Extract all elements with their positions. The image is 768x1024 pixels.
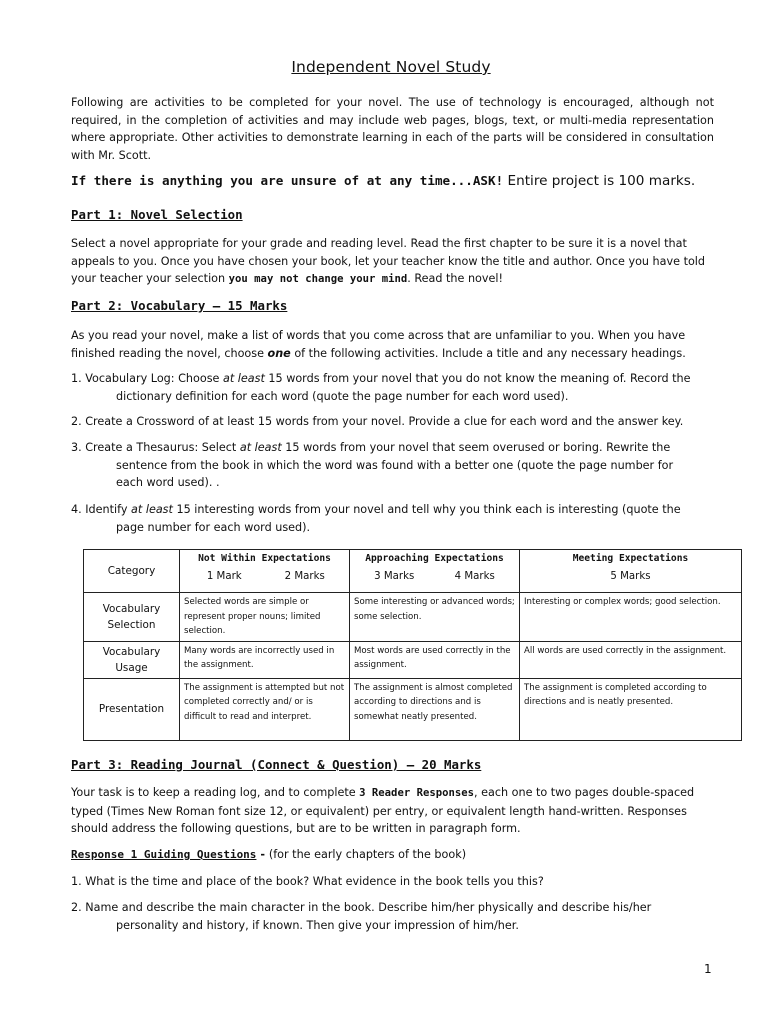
part2-intro-after: of the following activities. Include a title and any necessary headings. (290, 346, 686, 360)
column-header (180, 550, 350, 593)
notice-rest: Entire project is 100 marks. (507, 173, 696, 189)
table-row (84, 593, 742, 642)
part3-intro-after: , each one to two pages double-spaced typed (Times New Roman font size 12, or equivalent) per entry, or equivalent length hand-written. Responses should address the following questions, but are to be written in paragraph form. (71, 786, 695, 836)
table-cell: The assignment is completed according to directions and is neatly presented. (520, 678, 742, 740)
table-cell: Most words are used correctly in the assignment. (350, 641, 520, 678)
marks-label: 2 Marks (284, 570, 325, 582)
table-cell: The assignment is attempted but not completed correctly and/ or is difficult to read and interpret. (180, 678, 350, 740)
table-cell: Many words are incorrectly used in the assignment. (180, 641, 350, 678)
response-heading: Response 1 Guiding Questions (71, 848, 257, 861)
response-dash: - (256, 848, 269, 861)
part1-heading: Part 1: Novel Selection (71, 207, 243, 222)
marks-label: 5 Marks (610, 570, 651, 582)
list-item (71, 439, 716, 492)
row-category: Vocabulary Selection (84, 593, 180, 642)
table-cell: Some interesting or advanced words; some selection. (350, 593, 520, 642)
column-name: Not Within Expectations (198, 553, 331, 564)
column-name: Meeting Expectations (572, 553, 689, 564)
page-number: 1 (704, 962, 712, 976)
marks-label: 1 Mark (206, 570, 242, 582)
list-item (71, 899, 716, 934)
document-title: Independent Novel Study (291, 58, 491, 76)
table-cell: Interesting or complex words; good selection. (520, 593, 742, 642)
list-item (71, 873, 716, 891)
part3-intro-bold: 3 Reader Responses (359, 787, 474, 799)
intro-paragraph: Following are activities to be completed for your novel. The use of technology is encouraged, although not required, in the completion of activities and may include web pages, blogs, text, or multi-media representation where appropriate. Other activities to demonstrate learning in each of the parts will be considered in consultation with Mr. Scott. (71, 96, 714, 162)
part1-bold: you may not change your mind (228, 273, 408, 286)
marks-label: 3 Marks (374, 570, 415, 582)
item-line: each word used). . (116, 476, 220, 490)
item-line: 4. Identify at least 15 interesting words from your novel and tell why you think each is interesting (quote the (71, 503, 681, 516)
notice-line (71, 173, 695, 189)
row-category: Vocabulary Usage (84, 641, 180, 678)
list-item (71, 413, 716, 431)
table-row (84, 550, 742, 593)
list-item (71, 501, 716, 536)
table-cell: All words are used correctly in the assignment. (520, 641, 742, 678)
list-item (71, 370, 716, 405)
part3-intro-text: Your task is to keep a reading log, and to complete (71, 786, 360, 799)
part1-text-after: . Read the novel! (407, 272, 503, 286)
part2-intro-em: one (267, 346, 291, 360)
part2-intro (71, 327, 714, 362)
item-line: 1. Vocabulary Log: Choose at least 15 words from your novel that you do not know the meaning of. Record the (71, 372, 691, 385)
category-header: Category (84, 550, 180, 593)
item-line: page number for each word used). (116, 520, 311, 534)
item-line: 2. Name and describe the main character in the book. Describe him/her physically and describe his/her (71, 901, 652, 914)
table-row (84, 678, 742, 740)
rubric-table (83, 549, 742, 741)
part3-intro (71, 784, 714, 838)
part2-intro-text: As you read your novel, make a list of words that you come across that are unfamiliar to you. When you have finished reading the novel, choose (71, 329, 686, 360)
table-row (84, 641, 742, 678)
table-cell: Selected words are simple or represent proper nouns; limited selection. (180, 593, 350, 642)
column-header (520, 550, 742, 593)
notice-bold: If there is anything you are unsure of at any time...ASK! (71, 173, 504, 188)
item-line: 2. Create a Crossword of at least 15 words from your novel. Provide a clue for each word and the answer key. (71, 415, 684, 428)
row-category: Presentation (84, 678, 180, 740)
item-line: 1. What is the time and place of the book? What evidence in the book tells you this? (71, 875, 544, 888)
part3-heading: Part 3: Reading Journal (Connect & Question) – 20 Marks (71, 757, 482, 772)
item-line: sentence from the book in which the word was found with a better one (quote the page number for (116, 458, 674, 472)
column-name: Approaching Expectations (365, 553, 504, 564)
marks-label: 4 Marks (454, 570, 495, 582)
item-line: 3. Create a Thesaurus: Select at least 15 words from your novel that seem overused or boring. Rewrite the (71, 441, 671, 454)
part1-paragraph (71, 235, 714, 289)
part1-text: Select a novel appropriate for your grade and reading level. Read the first chapter to be sure it is a novel that appeals to you. Once you have chosen your book, let your teacher know the title and author. Once you have told your teacher your selection (71, 237, 706, 286)
item-line: personality and history, if known. Then give your impression of him/her. (116, 918, 519, 932)
response-heading-line (71, 848, 466, 861)
part2-heading: Part 2: Vocabulary – 15 Marks (71, 298, 288, 313)
item-line: dictionary definition for each word (quote the page number for each word used). (116, 389, 569, 403)
table-cell: The assignment is almost completed according to directions and is somewhat neatly presented. (350, 678, 520, 740)
response-note: (for the early chapters of the book) (268, 848, 467, 861)
column-header (350, 550, 520, 593)
